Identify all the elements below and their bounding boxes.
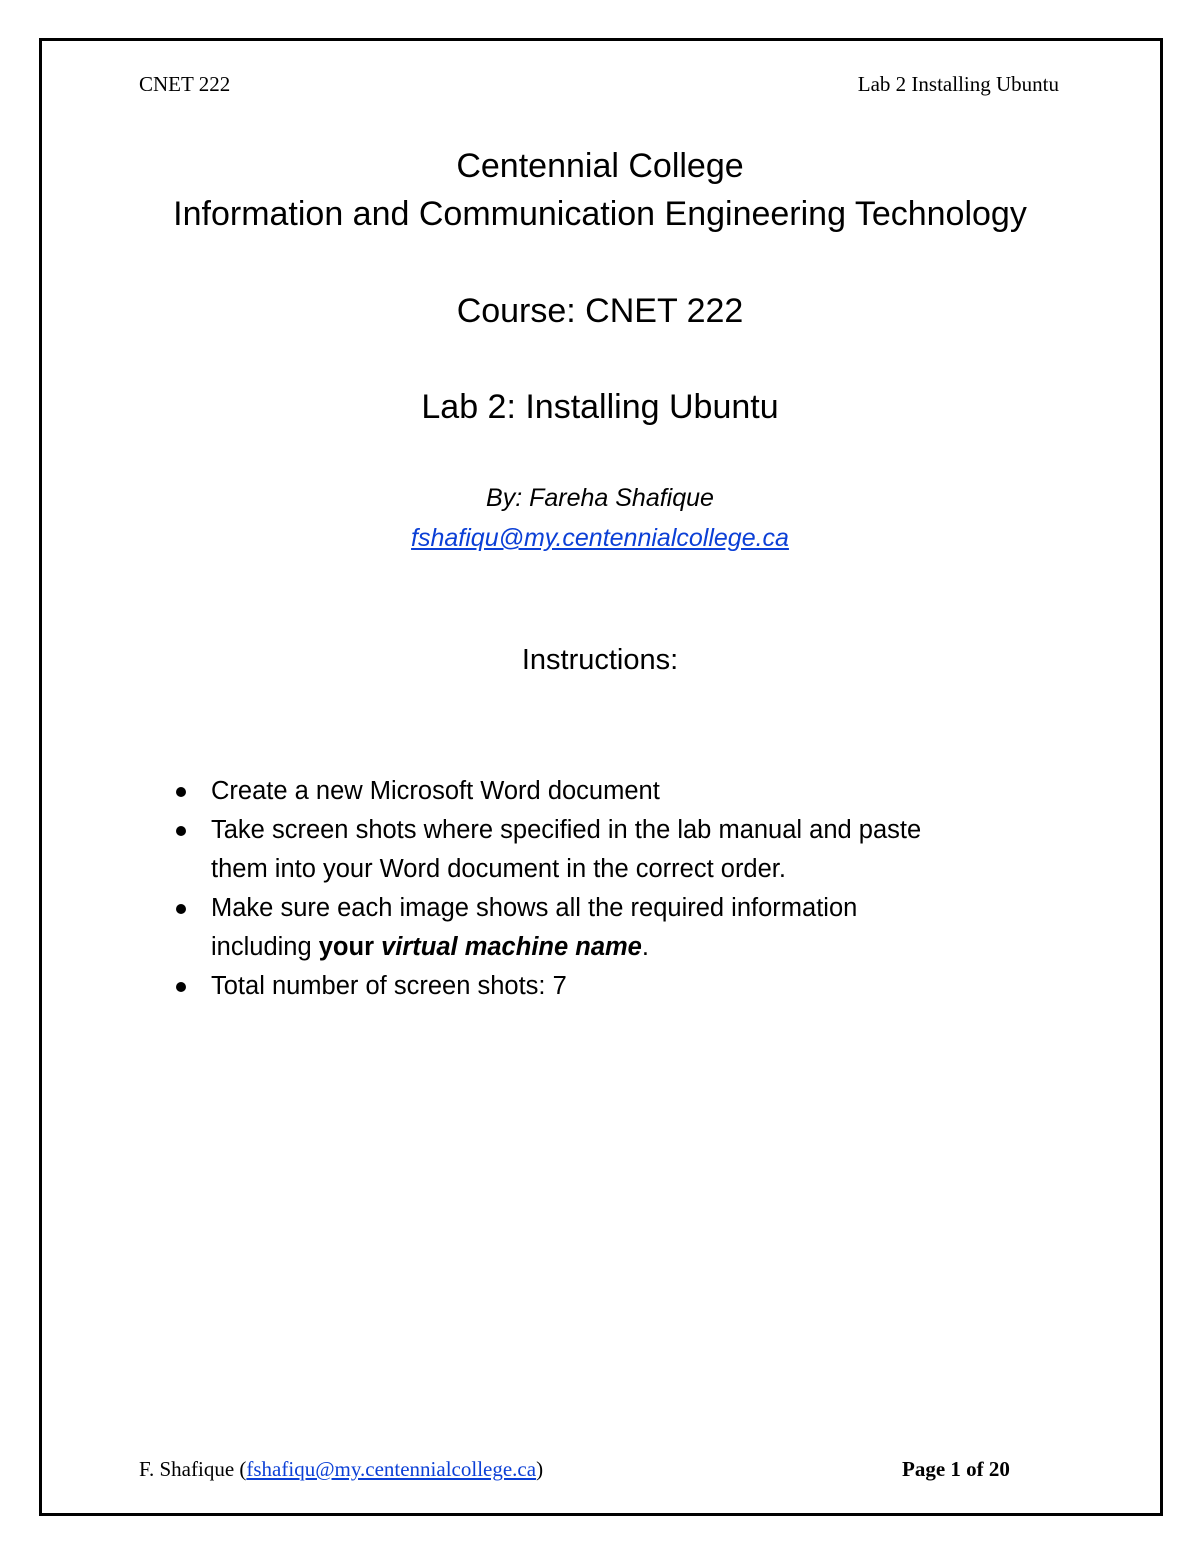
course-title: Course: CNET 222: [456, 292, 744, 330]
author-email-link[interactable]: fshafiqu@my.centennialcollege.ca: [411, 524, 789, 552]
list-item: [211, 811, 1071, 889]
list-item-text: Take screen shots where specified in the lab manual and paste: [211, 816, 922, 844]
list-item: [211, 967, 1071, 1006]
list-item-text-continued: them into your Word document in the correct order.: [211, 855, 786, 883]
list-item: [211, 889, 1071, 967]
author-email-line: [0, 518, 1200, 558]
footer-email-link[interactable]: fshafiqu@my.centennialcollege.ca: [246, 1457, 537, 1481]
list-item-text: Create a new Microsoft Word document: [211, 777, 660, 805]
college-name: Centennial College: [456, 147, 744, 185]
page-number: Page 1 of 20: [902, 1457, 1010, 1481]
list-item-text: Total number of screen shots: 7: [211, 972, 567, 1000]
footer-author: [139, 1457, 543, 1482]
header-lab-title: Lab 2 Installing Ubuntu: [857, 72, 1059, 96]
footer-author-prefix: F. Shafique (: [139, 1457, 247, 1481]
bullet-icon: [176, 826, 186, 836]
list-item-text-suffix: .: [641, 933, 649, 961]
bullet-icon: [176, 904, 186, 914]
lab-title: Lab 2: Installing Ubuntu: [421, 388, 779, 426]
footer-author-suffix: ): [536, 1457, 544, 1481]
header-course-code: CNET 222: [139, 72, 231, 96]
list-item-text: Make sure each image shows all the required information: [211, 894, 858, 922]
list-item-text-prefix: including: [211, 933, 319, 961]
bullet-icon: [176, 787, 186, 797]
instructions-list: [211, 772, 1071, 1006]
author-byline: By: Fareha Shafique: [486, 484, 714, 512]
emphasis-bold-italic: virtual machine name: [381, 933, 642, 961]
instructions-heading: Instructions:: [521, 644, 679, 676]
program-name: Information and Communication Engineering Technology: [173, 195, 1027, 233]
emphasis-bold: your: [318, 933, 382, 961]
bullet-icon: [176, 982, 186, 992]
list-item: [211, 772, 1071, 811]
list-item-text-continued: [211, 928, 1071, 967]
